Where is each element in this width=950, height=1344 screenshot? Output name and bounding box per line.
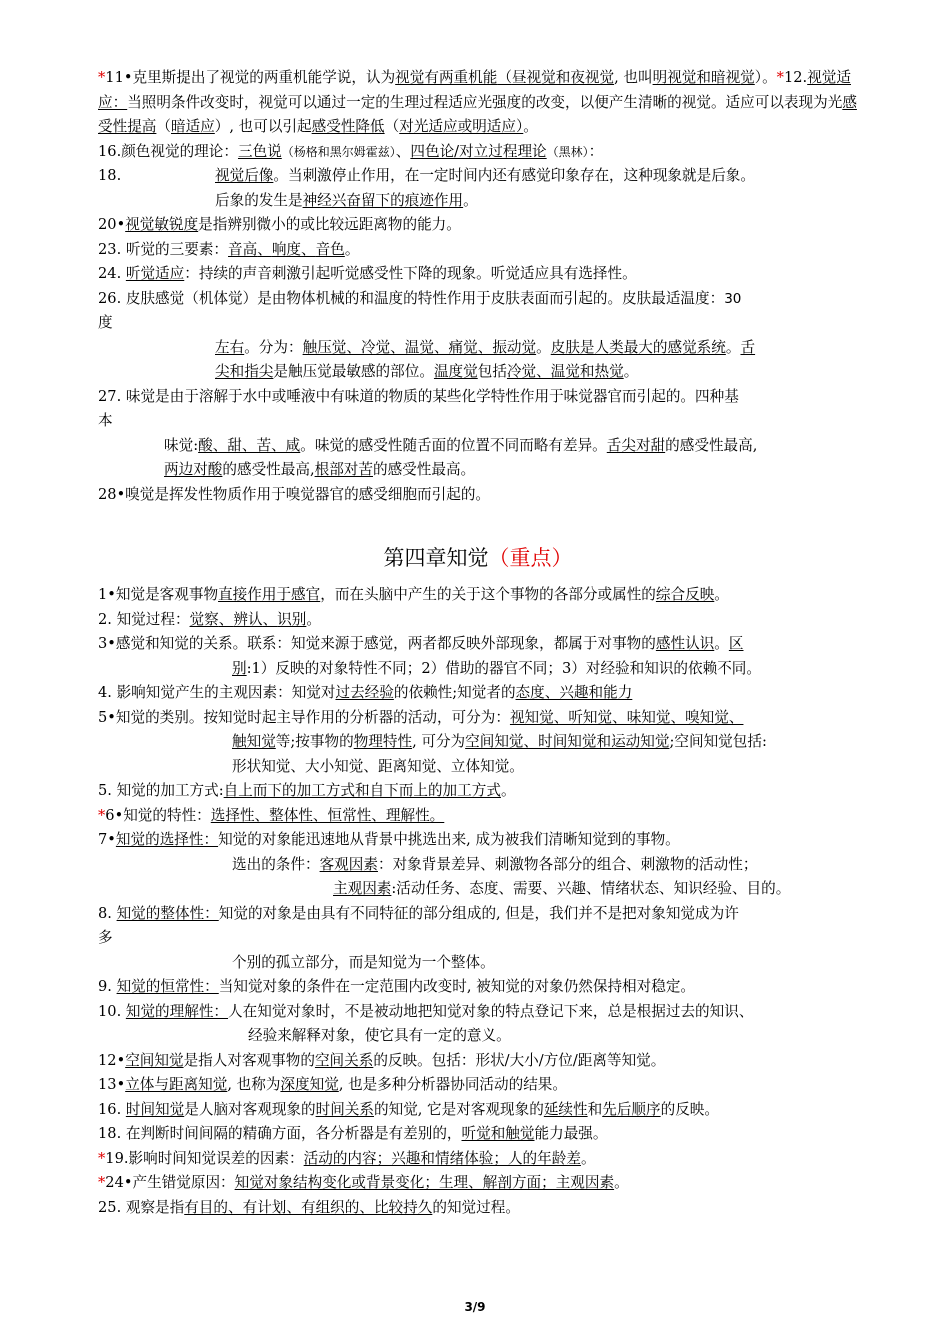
paragraph-26-line4: 尖和指尖是触压觉最敏感的部位。温度觉包括冷觉、温觉和热觉。: [215, 363, 639, 380]
star-mark: *: [98, 69, 106, 86]
paragraph-18-line2: 后象的发生是神经兴奋留下的痕迹作用。: [215, 191, 478, 209]
ch4-item-5-line1: 5•知觉的类别。按知觉时起主导作用的分析器的活动，可分为：视知觉、听知觉、味知觉、嗅知觉、: [98, 708, 744, 726]
paragraph-24: 24. 听觉适应：持续的声音刺激引起听觉感受性下降的现象。听觉适应具有选择性。: [98, 265, 637, 282]
ch4-item-16: 16. 时间知觉是人脑对客观现象的时间关系的知觉, 它是对客观现象的延续性和先后顺序的反映。: [98, 1100, 719, 1118]
ch4-item-10-line2: 经验来解释对象，使它具有一定的意义。: [248, 1027, 511, 1044]
star-mark: *: [98, 1149, 106, 1167]
ch4-item-6: *6•知觉的特性：选择性、整体性、恒常性、理解性。: [98, 806, 445, 824]
star-mark: *: [98, 1174, 106, 1191]
paragraph-11-12: *11•克里斯提出了视觉的两重机能学说，认为视觉有两重机能（昼视觉和夜视觉, 也叫明视觉和暗视觉）。*12.视觉适应：当照明条件改变时，视觉可以通过一定的生理过程适应光强度的改变，以便产生清晰的视觉。适应可以表现为光感受性提高（暗适应）, 也可以引起感受性降低（对光适应或明适应）。: [98, 69, 857, 135]
ch4-item-4: 4. 影响知觉产生的主观因素：知觉对过去经验的依赖性;知觉者的态度、兴趣和能力: [98, 684, 633, 701]
ch4-item-8-line2: 多: [98, 929, 113, 946]
star-mark: *: [98, 806, 106, 824]
paragraph-27-line4: 两边对酸的感受性最高,根部对苦的感受性最高。: [164, 461, 476, 478]
ch4-item-3-line1: 3•感觉和知觉的关系。联系：知觉来源于感觉，两者都反映外部现象，都属于对事物的感性认识。区: [98, 635, 744, 652]
paragraph-27-line3: 味觉:酸、甜、苦、咸。味觉的感受性随舌面的位置不同而略有差异。舌尖对甜的感受性最高,: [164, 436, 758, 454]
ch4-item-5-line2: 触知觉等;按事物的物理特性, 可分为空间知觉、时间知觉和运动知觉;空间知觉包括:: [232, 733, 767, 750]
paragraph-26-line2: 度: [98, 314, 113, 331]
chapter-emphasis: （重点）: [488, 546, 573, 570]
paragraph-16: 16.颜色视觉的理论：三色说（杨格和黑尔姆霍兹）、四色论/对立过程理论（黑林）：: [98, 142, 604, 160]
ch4-item-1: 1•知觉是客观事物直接作用于感官，而在头脑中产生的关于这个事物的各部分或属性的综合反映。: [98, 586, 729, 603]
ch4-item-7-line3: 主观因素:活动任务、态度、需要、兴趣、情绪状态、知识经验、目的。: [333, 880, 791, 897]
paragraph-26-line3: 左右。分为：触压觉、冷觉、温觉、痛觉、振动觉。皮肤是人类最大的感觉系统。舌: [215, 338, 756, 356]
paragraph-26-line1: 26. 皮肤感觉（机体觉）是由物体机械的和温度的特性作用于皮肤表面而引起的。皮肤最适温度：30: [98, 289, 742, 307]
ch4-item-9: 9. 知觉的恒常性：当知觉对象的条件在一定范围内改变时, 被知觉的对象仍然保持相对稳定。: [98, 978, 696, 995]
ch4-item-7-line1: 7•知觉的选择性：知觉的对象能迅速地从背景中挑选出来, 成为被我们清晰知觉到的事物。: [98, 831, 680, 848]
paragraph-27-line1: 27. 味觉是由于溶解于水中或唾液中有味道的物质的某些化学特性作用于味觉器官而引起的。四种基: [98, 387, 739, 405]
paragraph-18-line1: 18. 视觉后像。当刺激停止作用，在一定时间内还有感觉印象存在，这种现象就是后象。: [98, 167, 755, 184]
ch4-item-3-line2: 别:1）反映的对象特性不同；2）借助的器官不同；3）对经验和知识的依赖不同。: [232, 659, 761, 677]
chapter-heading: [98, 541, 858, 575]
ch4-item-19: *19.影响时间知觉误差的因素：活动的内容；兴趣和情绪体验；人的年龄差。: [98, 1149, 596, 1167]
star-mark: *: [776, 69, 784, 86]
ch4-item-7-line2: 选出的条件：客观因素：对象背景差异、刺激物各部分的组合、刺激物的活动性；: [232, 855, 758, 873]
document-page: [98, 66, 858, 1220]
ch4-item-13: 13•立体与距离知觉, 也称为深度知觉, 也是多种分析器协同活动的结果。: [98, 1076, 567, 1093]
paragraph-23: 23. 听觉的三要素：音高、响度、音色。: [98, 240, 360, 258]
paragraph-20: 20•视觉敏锐度是指辨别微小的或比较远距离物的能力。: [98, 216, 461, 233]
ch4-item-5-line3: 形状知觉、大小知觉、距离知觉、立体知觉。: [232, 757, 524, 775]
ch4-item-8-line1: 8. 知觉的整体性：知觉的对象是由具有不同特征的部分组成的, 但是，我们并不是把对象知觉成为许: [98, 904, 739, 922]
paragraph-28: 28•嗅觉是挥发性物质作用于嗅觉器官的感受细胞而引起的。: [98, 485, 491, 503]
page-number: 3/9: [464, 1300, 486, 1314]
ch4-item-5b: 5. 知觉的加工方式:自上而下的加工方式和自下而上的加工方式。: [98, 782, 516, 799]
ch4-item-24: *24•产生错觉原因：知觉对象结构变化或背景变化；生理、解剖方面；主观因素。: [98, 1174, 629, 1191]
ch4-item-18: 18. 在判断时间间隔的精确方面，各分析器是有差别的，听觉和触觉能力最强。: [98, 1125, 608, 1142]
ch4-item-12: 12•空间知觉是指人对客观事物的空间关系的反映。包括：形状/大小/方位/距离等知觉。: [98, 1051, 666, 1069]
ch4-item-25: 25. 观察是指有目的、有计划、有组织的、比较持久的知觉过程。: [98, 1198, 520, 1216]
chapter-title: 第四章知觉: [383, 546, 489, 570]
ch4-item-10-line1: 10. 知觉的理解性：人在知觉对象时，不是被动地把知觉对象的特点登记下来，总是根据过去的知识、: [98, 1002, 754, 1020]
ch4-item-8-line3: 个别的孤立部分，而是知觉为一个整体。: [232, 953, 495, 971]
ch4-item-2: 2. 知觉过程：觉察、辨认、识别。: [98, 610, 321, 628]
paragraph-27-line2: 本: [98, 412, 113, 429]
